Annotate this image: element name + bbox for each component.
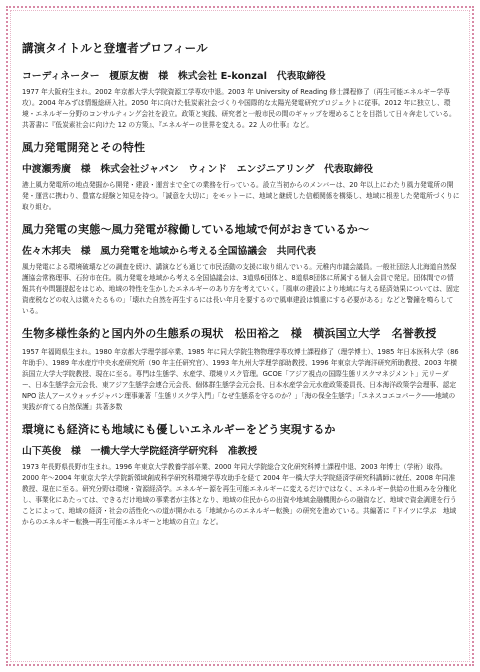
section-energy-realization xyxy=(22,421,460,528)
section-title-wind-development: 風力発電開発とその特性 xyxy=(22,141,146,154)
section-title-energy-realization: 環境にも経済にも地域にも優しいエネルギーをどう実現するか xyxy=(22,423,336,436)
section-wind-reality xyxy=(22,221,460,317)
section-title-wind-reality: 風力発電の実態～風力発電が稼働している地域で何がおきているか～ xyxy=(22,223,370,236)
document-content xyxy=(22,40,460,536)
speaker-yamashita: 山下英俊 様 一橋大学大学院経済学研究科 准教授 xyxy=(22,446,258,457)
section-wind-development xyxy=(22,139,460,213)
profile-sasaki: 風力発電による環境破壊などの調査を続け、講演なども通じて市民活動の支援に取り組んでいる。元稚内市議会議員。一般社団法人北海道自然保護協会常務理事、石狩市在住。風力発電を地域から考える全国協議会は、3道県6団体と、8道県8団体に所属する個人会員で発足。団体間での情報共有や問題提起をはじめ、地域の特性を生かしたエネルギーのあり方を考えていく。「風車の建設により地域に与える経済効果については、固定資産税などの収入は微々たるもの」「壊れた自然を再生するには長い年月を要するので風車建設は慎重にする必要がある」などと警鐘を鳴らしている。 xyxy=(22,263,460,315)
profile-yamashita: 1973 年長野県長野市生まれ。1996 年東京大学教養学部卒業、2000 年同大学院総合文化研究科博士課程中退、2003 年博士（学術）取得。2000 年～2004 年東京大学大学院新領域創成科学研究科環境学専攻助手を経て 2004 年一橋大学大学院経済学研究科講師に就任、2008 年同准教授、現在に至る。研究分野は環境・資源経済学。エネルギー源を再生可能エネルギーに変えるだけではなく、エネルギー供給の仕組みを分権化し、事業化にあたっては、できるだけ地域の事業者が主体となり、地域の住民からの出資や地域金融機関からの融資など、地域で資金調達を行うことによって、地域の経済・社会の活性化への道が開かれる「地域からのエネルギー転換」の研究を進めている。共編著に『ドイツに学ぶ 地域からのエネルギー転換―再生可能エネルギーと地域の自立』など。 xyxy=(22,463,457,526)
profile-matsuda: 1957 年福岡県生まれ。1980 年京都大学理学部卒業、1985 年に同大学院生物物理学専攻博士課程修了（理学博士）、1985 年日本医科大学（86 年助手）、1989 年水産庁中央水産研究所（90 年主任研究官）、1993 年九州大学理学部助教授、1996 年東京大学海洋研究所助教授、2003 年横浜国立大学大学院教授、現在に至る。専門は生態学、水産学、環境リスク管理。GCOE「アジア視点の国際生態リスクマネジメント」元リーダー、日本生態学会元会長、東アジア生態学会連合元会長、個体群生態学会元会長、日本水産学会元水産政策委員長、日本海洋政策学会理事、認定 NPO 法人アースウォッチジャパン理事兼著「生態リスク学入門」「なぜ生態系を守るのか？」「海の保全生態学」「ユネスコエコパーク――地域の実践が育てる自然保護」共著多数 xyxy=(22,348,459,411)
document-title: 講演タイトルと登壇者プロフィール xyxy=(22,41,208,55)
profile-nakawatase: 港上風力発電所の地点発掘から開発・建設・運営まで全ての業務を行っている。設立当初からのメンバーは、20 年以上にわたり風力発電所の開発・運営に携わり、豊富な経験と知見を持つ。「誠意を大切に」をモットーに、地域と継続した信頼関係を構築し、地域に根差した発電所づくりに取り組む。 xyxy=(22,181,460,211)
section-coordinator xyxy=(22,68,460,131)
coordinator-profile: 1977 年大阪府生まれ。2002 年京都大学大学院資源工学専攻中退。2003 年 University of Reading 修士課程修了（再生可能エネルギー学専攻）。2004 年みずほ情報総研入社。2050 年に向けた低炭素社会づくりや国際的な太陽光発電研究プロジェクトに従事。2012 年に独立し、環境・エネルギー分野のコンサルティング会社を設立。政策と実践、研究者と一般市民の間のギャップを埋めることを目指して日々奔走している。共著書に『低炭素社会に向けた 12 の方策』、『エネルギーの世界を変える。22 人の仕事』など。 xyxy=(22,88,456,129)
speaker-nakawatase: 中渡瀬秀廣 様 株式会社ジャパン ウィンド エンジニアリング 代表取締役 xyxy=(22,164,374,175)
section-biodiversity xyxy=(22,325,460,413)
section-title-biodiversity: 生物多様性条約と国内外の生態系の現状 松田裕之 様 横浜国立大学 名誉教授 xyxy=(22,327,437,340)
coordinator-speaker: コーディネーター 榎原友樹 様 株式会社 E-konzal 代表取締役 xyxy=(22,71,326,82)
speaker-sasaki: 佐々木邦夫 様 風力発電を地域から考える全国協議会 共同代表 xyxy=(22,246,316,257)
